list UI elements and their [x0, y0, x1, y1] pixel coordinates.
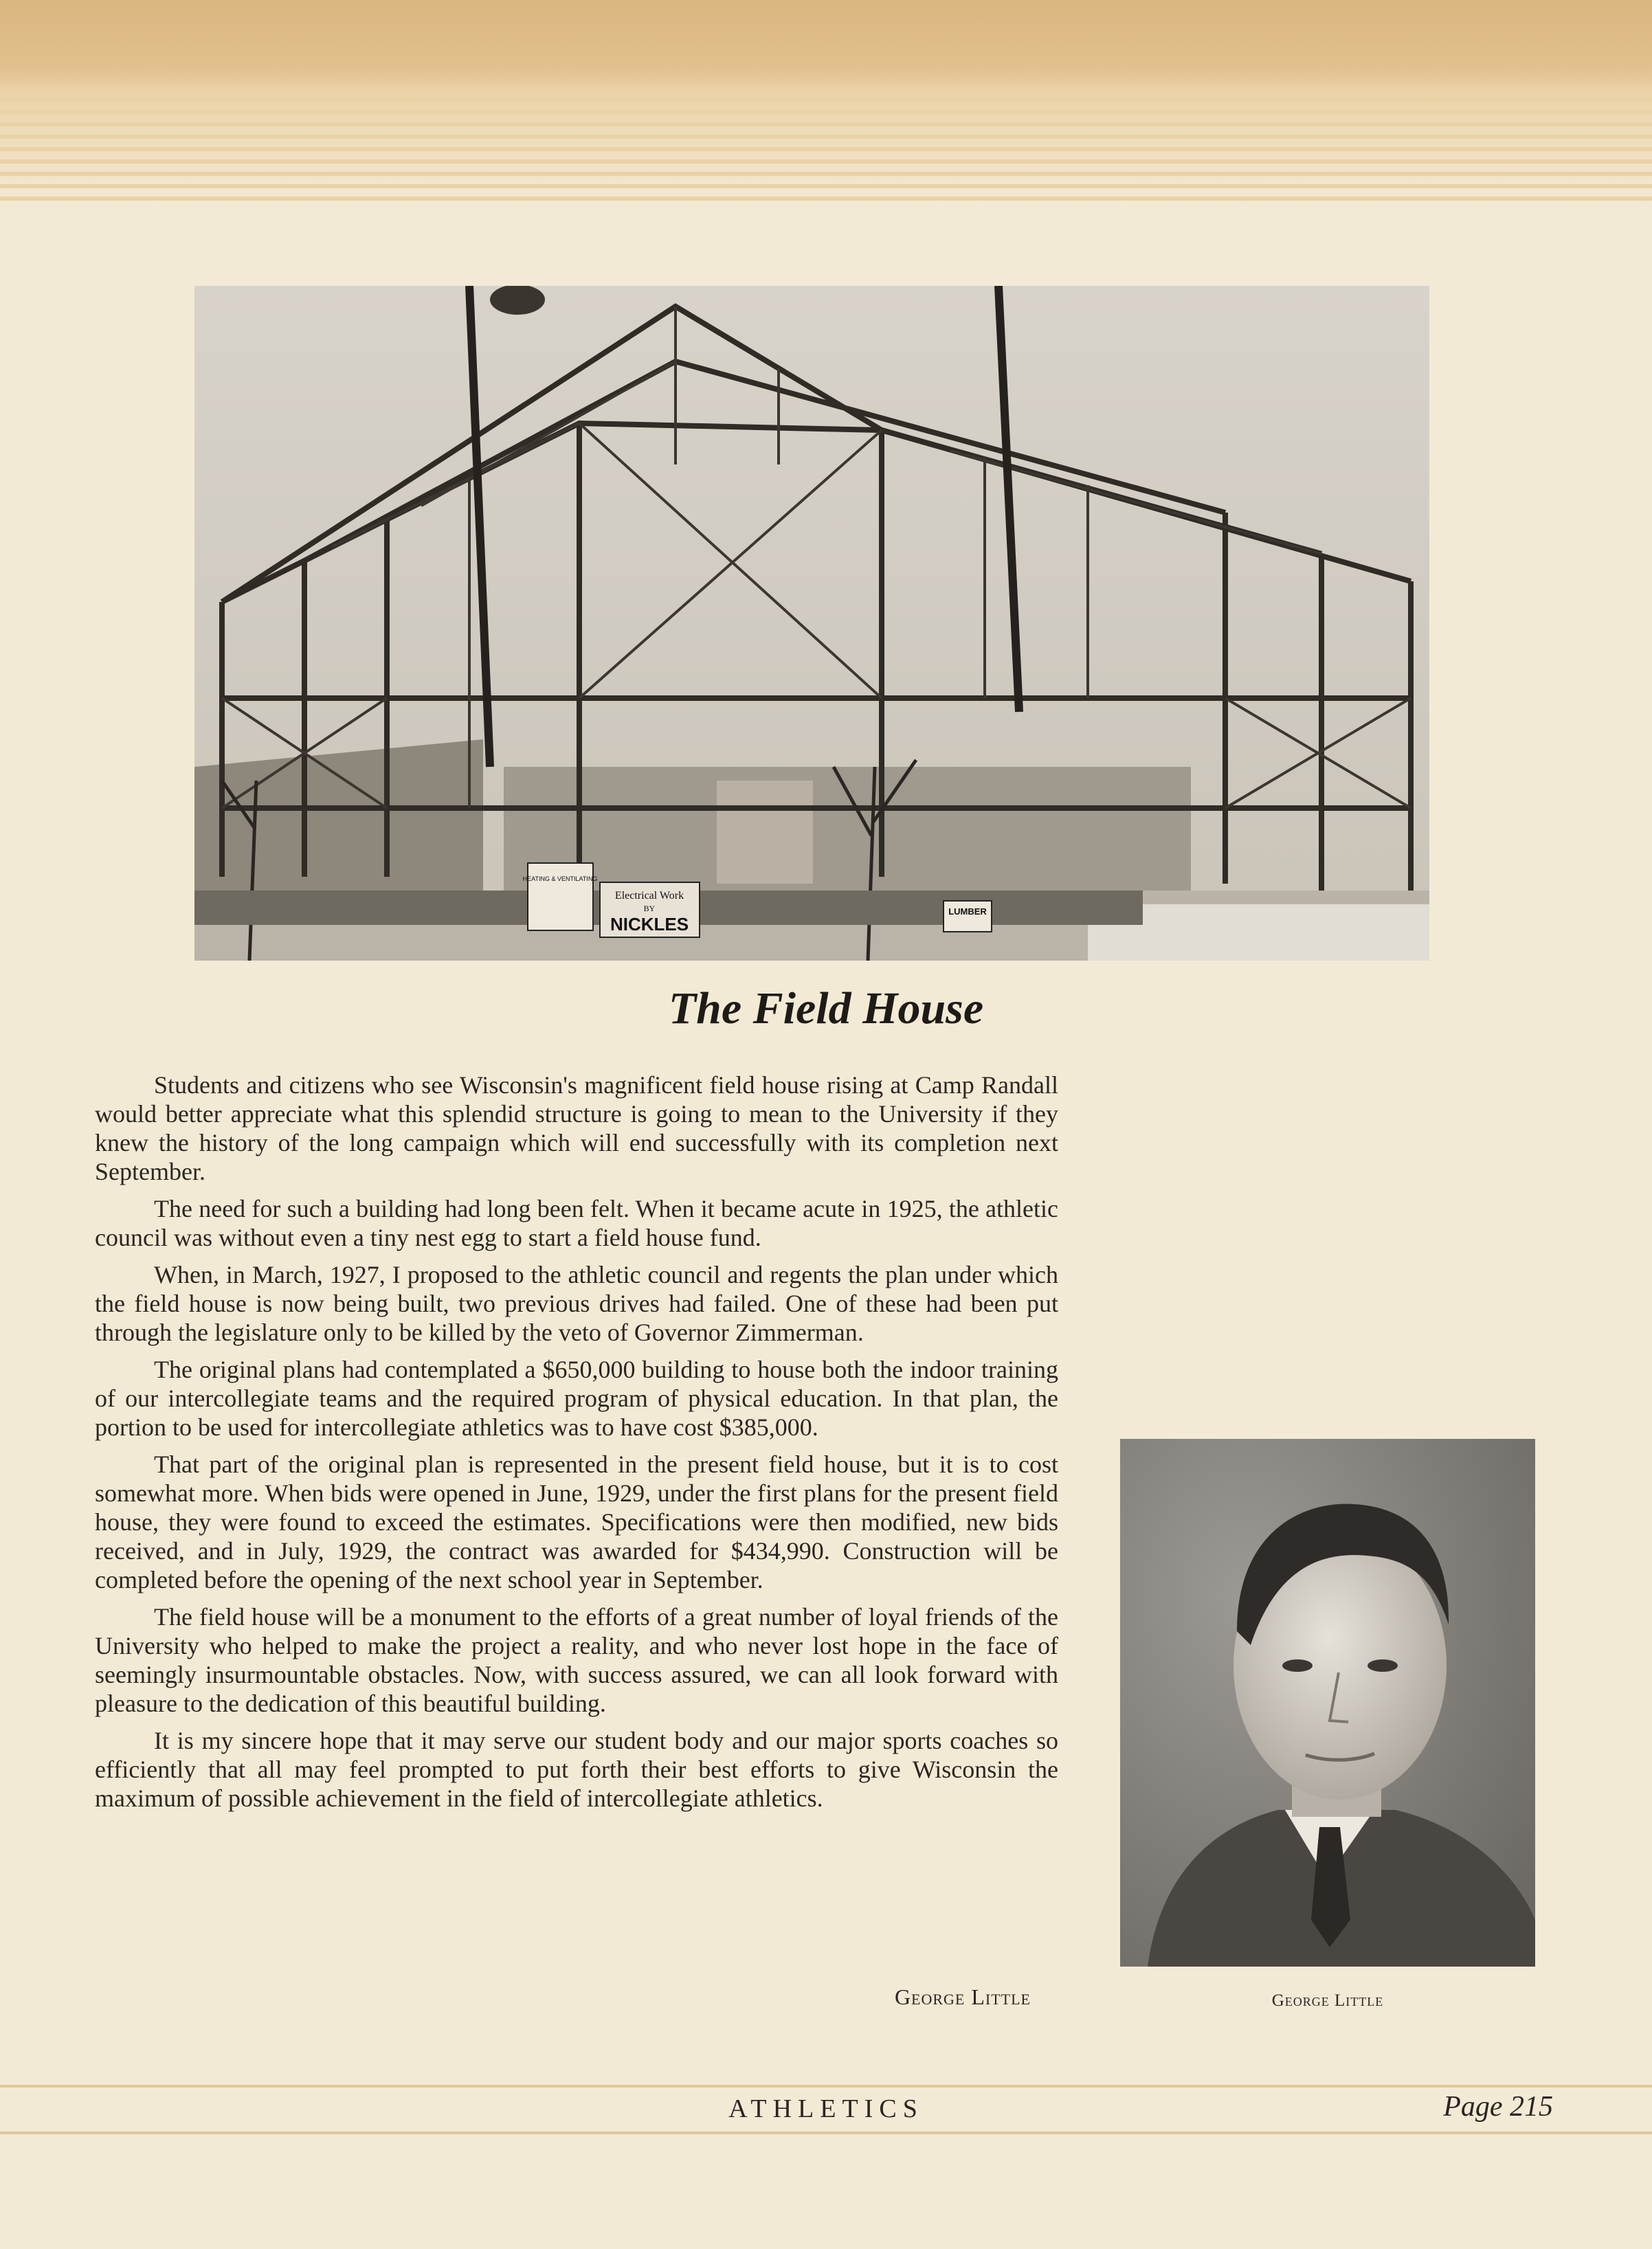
sign-heating: HEATING & VENTILATING [522, 875, 598, 882]
author-signature: George Little [894, 1984, 1031, 2009]
paragraph: The need for such a building had long been felt. When it became acute in 1925, the athletic council was without even a tiny nest egg to start a field house fund. [95, 1195, 1058, 1251]
top-decorative-band [0, 0, 1652, 206]
article-body [95, 1071, 1058, 1821]
sign-lumber: LUMBER [948, 906, 987, 917]
construction-illustration [194, 286, 1429, 961]
band-line [0, 110, 1652, 114]
band-line [0, 172, 1652, 176]
sign-electrical-work: Electrical Work [614, 890, 684, 902]
footer-section-label: ATHLETICS [728, 2094, 924, 2123]
paragraph: It is my sincere hope that it may serve our student body and our major sports coaches so efficiently that all may feel prompted to put forth their best efforts to give Wisconsin the maximum of possible achievement in the field of intercollegiate athletics. [95, 1727, 1058, 1812]
article-title: The Field House [668, 983, 984, 1033]
field-house-photo [194, 286, 1429, 961]
footer-rule-top [0, 2085, 1652, 2088]
band-line [0, 147, 1652, 151]
band-line [0, 197, 1652, 201]
portrait-photo [1120, 1439, 1535, 1967]
footer-rule-bottom [0, 2131, 1652, 2134]
paragraph: The original plans had contemplated a $650,000 building to house both the indoor training of our intercollegiate teams and the required program of physical education. In that plan, the portion to be used for intercollegiate athletics was to have cost $385,000. [95, 1356, 1058, 1441]
band-line [0, 98, 1652, 102]
band-line [0, 122, 1652, 126]
sign-by: BY [643, 904, 656, 913]
portrait-illustration [1120, 1439, 1535, 1967]
band-line [0, 184, 1652, 188]
band-line [0, 135, 1652, 139]
portrait-caption: George Little [1271, 1991, 1384, 2010]
band-line [0, 159, 1652, 164]
paragraph: The field house will be a monument to the efforts of a great number of loyal friends of the University who helped to make the project a reality, and who never lost hope in the face of seemingly insurmountable obstacles. Now, with success assured, we can all look forward with pleasure to the dedication of this beautiful building. [95, 1603, 1058, 1717]
footer-page-number: Page 215 [1443, 2091, 1553, 2123]
paragraph: Students and citizens who see Wisconsin's magnificent field house rising at Camp Randall would better appreciate what this splendid structure is going to mean to the University if they knew the history of the long campaign which will end successfully with its completion next September. [95, 1071, 1058, 1185]
paragraph: When, in March, 1927, I proposed to the athletic council and regents the plan under which the field house is now being built, two previous drives had failed. One of these had been put through the legislature only to be killed by the veto of Governor Zimmerman. [95, 1261, 1058, 1346]
paragraph: That part of the original plan is represented in the present field house, but it is to cost somewhat more. When bids were opened in June, 1929, under the first plans for the present field house, they were found to exceed the estimates. Specifications were then modified, new bids received, and in July, 1929, the contract was awarded for $434,990. Construction will be completed before the opening of the next school year in September. [95, 1451, 1058, 1593]
sign-nickles: NICKLES [610, 914, 689, 935]
